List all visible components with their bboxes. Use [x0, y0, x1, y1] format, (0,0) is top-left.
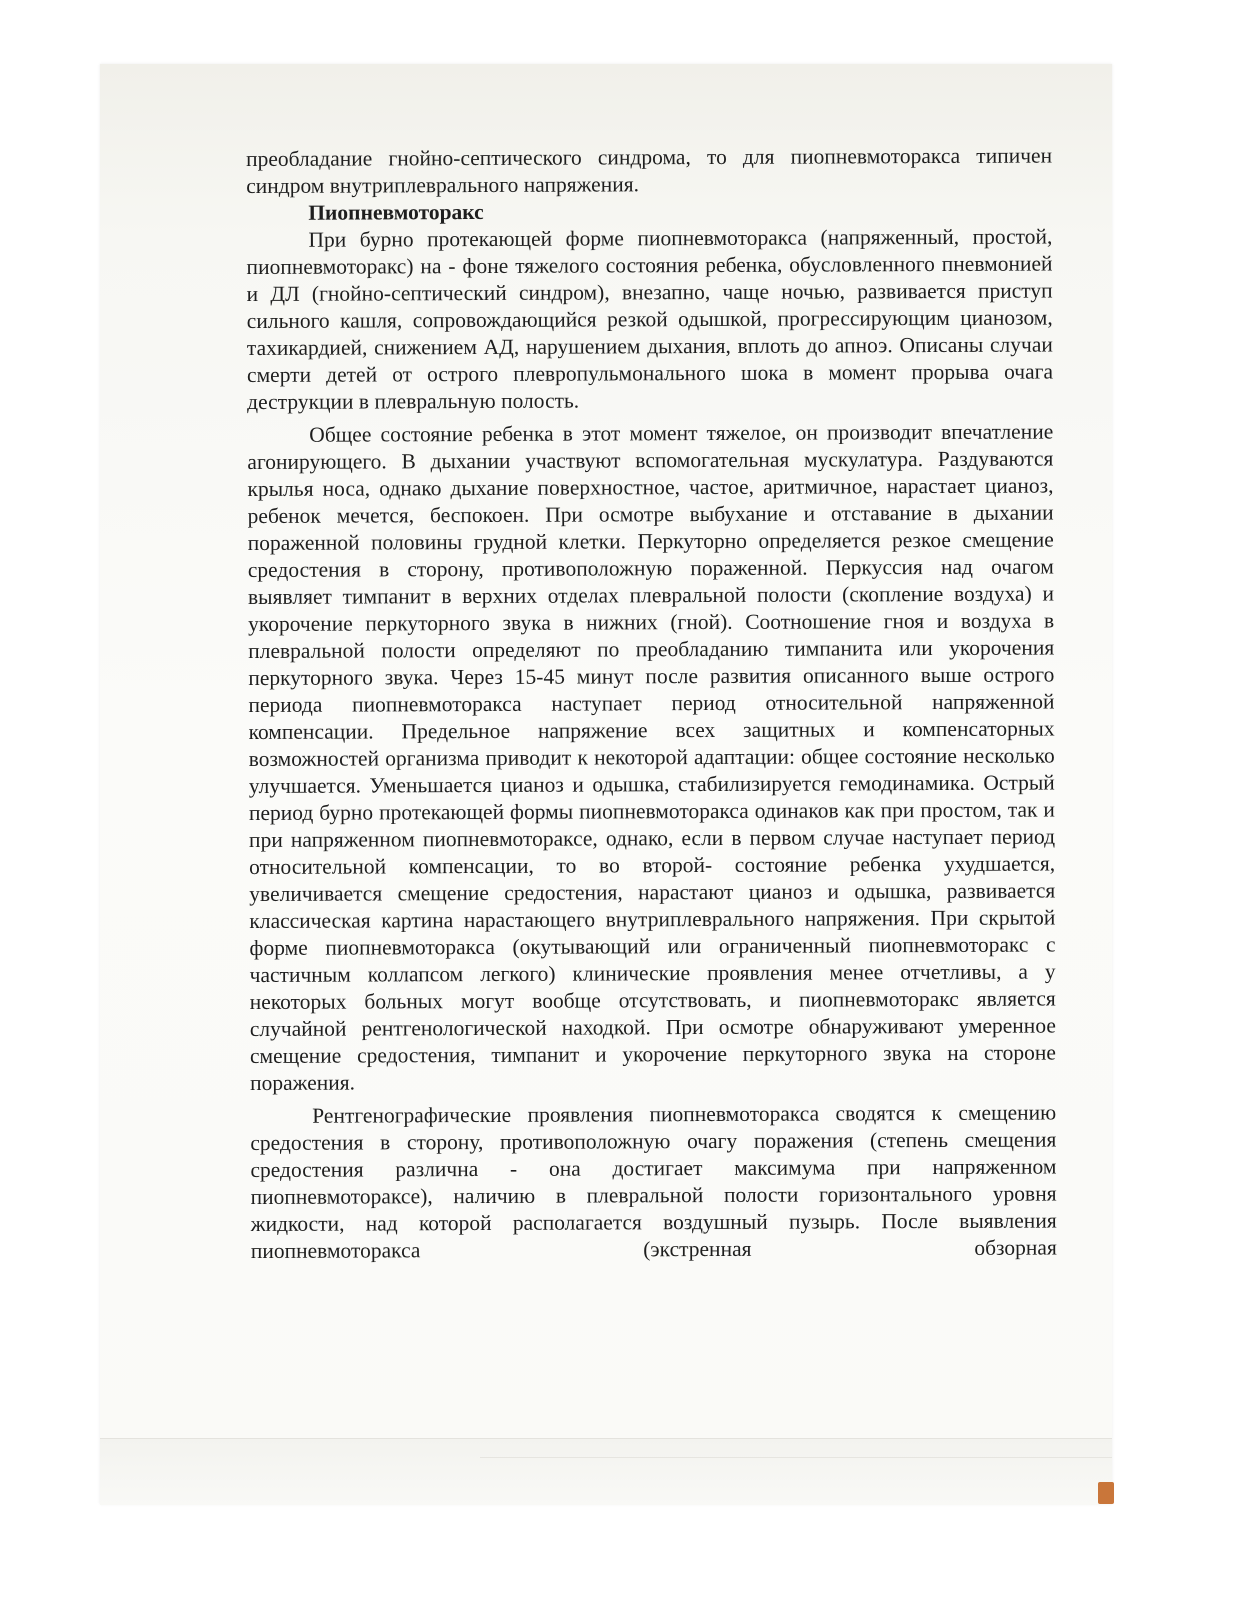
document-body	[246, 142, 1057, 1265]
paragraph-3: Рентгенографические проявления пиопневмоторакса сводятся к смещению средостения в сторону, противоположную очагу поражения (степень смещения средостения различна - она достигает максимума при напряженном пиопневмотораксе), наличию в плевральной полости горизонтального уровня жидкости, над которой располагается воздушный пузырь. После выявления пиопневмоторакса (экстренная обзорная	[250, 1100, 1057, 1263]
stacked-pages-edge	[100, 1438, 1112, 1505]
section-heading: Пиопневмоторакс	[308, 199, 484, 225]
intro-paragraph: преобладание гнойно-септического синдрома, то для пиопневмоторакса типичен синдром внутриплеврального напряжения.	[246, 143, 1053, 198]
paragraph-2: Общее состояние ребенка в этот момент тяжелое, он производит впечатление агонирующего. В дыхании участвуют вспомогательная мускулатура. Раздуваются крылья носа, однако дыхание поверхностное, частое, аритмичное, нарастает цианоз, ребенок мечется, беспокоен. При осмотре выбухание и отставание в дыхании пораженной половины грудной клетки. Перкуторно определяется резкое смещение средостения в сторону, противоположную пораженной. Перкуссия над очагом выявляет тимпанит в верхних отделах плевральной полости (скопление воздуха) и укорочение перкуторного звука в нижних (гной). Соотношение гноя и воздуха в плевральной полости определяют по преобладанию тимпанита или укорочения перкуторного звука. Через 15-45 минут после развития описанного выше острого периода пиопневмоторакса наступает период относительной напряженной компенсации. Предельное напряжение всех защитных и компенсаторных возможностей организма приводит к некоторой адаптации: общее состояние несколько улучшается. Уменьшается цианоз и одышка, стабилизируется гемодинамика. Острый период бурно протекающей формы пиопневмоторакса одинаков как при простом, так и при напряженном пиопневмотораксе, однако, если в первом случае наступает период относительной компенсации, то во второй- состояние ребенка ухудшается, увеличивается смещение средостения, нарастают цианоз и одышка, развивается классическая картина нарастающего внутриплеврального напряжения. При скрытой форме пиопневмоторакса (окутывающий или ограниченный пиопневмоторакс с частичным коллапсом легкого) клинические проявления менее отчетливы, а у некоторых больных могут вообще отсутствовать, и пиопневмоторакс является случайной рентгенологической находкой. При осмотре обнаруживают умеренное смещение средостения, тимпанит и укорочение перкуторного звука на стороне поражения.	[247, 419, 1057, 1095]
orange-tab-mark	[1098, 1482, 1114, 1504]
paragraph-1: При бурно протекающей форме пиопневмоторакса (напряженный, простой, пиопневмоторакс) на - фоне тяжелого состояния ребенка, обусловленного пневмонией и ДЛ (гнойно-септический синдром), внезапно, чаще ночью, развивается приступ сильного кашля, сопровождающийся резкой одышкой, прогрессирующим цианозом, тахикардией, снижением АД, нарушением дыхания, вплоть до апноэ. Описаны случаи смерти детей от острого плевропульмонального шока в момент прорыва очага деструкции в плевральную полость.	[246, 224, 1054, 414]
